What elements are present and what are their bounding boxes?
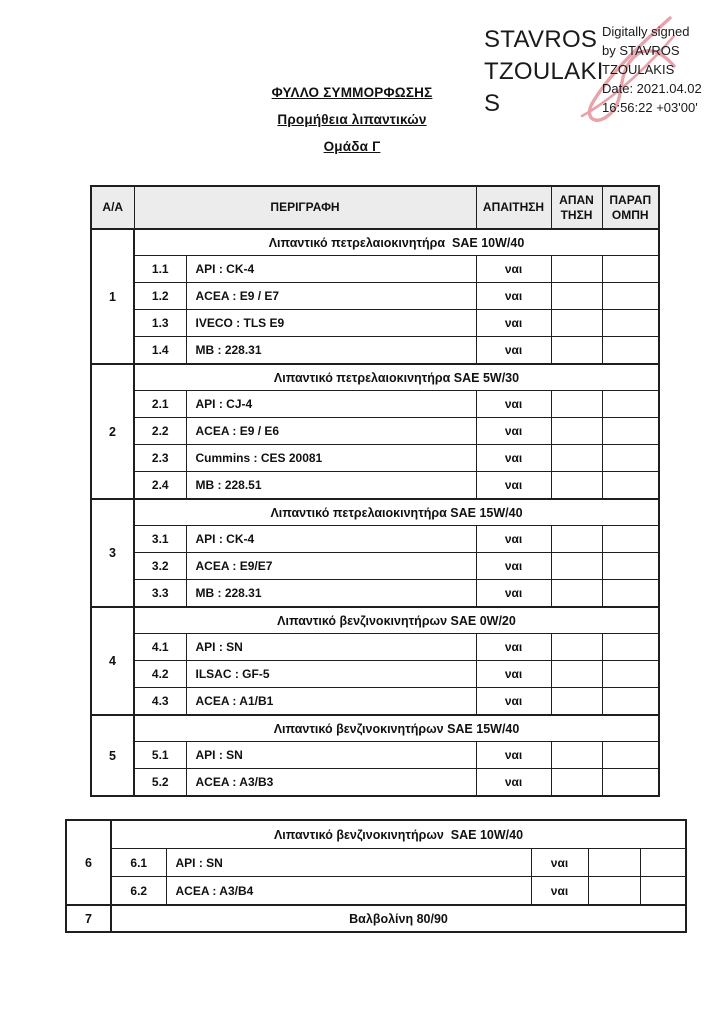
table-row: [91, 742, 659, 769]
table-row: [91, 391, 659, 418]
item-number-cell: 3.2: [134, 553, 186, 580]
item-number-cell: 5.2: [134, 769, 186, 797]
table-row: [91, 472, 659, 500]
reference-cell: [602, 634, 659, 661]
item-number-cell: 2.1: [134, 391, 186, 418]
answer-cell: [551, 283, 602, 310]
group-heading-row: [91, 607, 659, 634]
table-row: [91, 553, 659, 580]
signer-name-line: STAVROS: [484, 26, 598, 53]
table-header-row: [91, 186, 659, 229]
item-number-cell: 4.1: [134, 634, 186, 661]
compliance-table: [90, 185, 660, 797]
requirement-cell: ναι: [476, 418, 551, 445]
item-description-cell: API : CJ-4: [186, 391, 476, 418]
item-description-cell: API : SN: [186, 742, 476, 769]
item-number-cell: 1.2: [134, 283, 186, 310]
requirement-cell: ναι: [476, 769, 551, 797]
header-description: ΠΕΡΙΓΡΑΦΗ: [134, 186, 476, 229]
table-row: [91, 256, 659, 283]
item-number-cell: 4.3: [134, 688, 186, 716]
requirement-cell: ναι: [476, 661, 551, 688]
answer-cell: [551, 661, 602, 688]
group-title-cell: Λιπαντικό πετρελαιοκινητήρα SAE 15W/40: [134, 499, 659, 526]
requirement-cell: ναι: [476, 310, 551, 337]
answer-cell: [551, 769, 602, 797]
item-number-cell: 6.2: [111, 877, 166, 906]
reference-cell: [640, 849, 686, 877]
item-description-cell: ACEA : A3/B3: [186, 769, 476, 797]
reference-cell: [602, 553, 659, 580]
answer-cell: [551, 445, 602, 472]
table-row: [91, 688, 659, 716]
item-description-cell: API : CK-4: [186, 256, 476, 283]
group-heading-row: [66, 820, 686, 849]
item-description-cell: API : CK-4: [186, 526, 476, 553]
answer-cell: [551, 256, 602, 283]
item-description-cell: ACEA : A3/B4: [166, 877, 531, 906]
signer-name-line: S: [484, 90, 501, 117]
item-description-cell: MB : 228.31: [186, 580, 476, 608]
reference-cell: [602, 526, 659, 553]
group-heading-row: [91, 229, 659, 256]
requirement-cell: ναι: [531, 849, 588, 877]
reference-cell: [602, 688, 659, 716]
group-title-cell: Βαλβολίνη 80/90: [111, 905, 686, 932]
answer-cell: [588, 877, 640, 906]
reference-cell: [602, 391, 659, 418]
requirement-cell: ναι: [476, 283, 551, 310]
answer-cell: [551, 418, 602, 445]
group-title-cell: Λιπαντικό πετρελαιοκινητήρα SAE 10W/40: [134, 229, 659, 256]
group-heading-row: [91, 715, 659, 742]
answer-cell: [551, 337, 602, 365]
group-title-cell: Λιπαντικό βενζινοκινητήρων SAE 10W/40: [111, 820, 686, 849]
signature-details: [602, 22, 722, 117]
item-number-cell: 1.1: [134, 256, 186, 283]
reference-cell: [602, 742, 659, 769]
table-row: [91, 337, 659, 365]
requirement-cell: ναι: [476, 580, 551, 608]
group-number-cell: 1: [91, 229, 134, 364]
requirement-cell: ναι: [476, 391, 551, 418]
item-description-cell: Cummins : CES 20081: [186, 445, 476, 472]
answer-cell: [551, 526, 602, 553]
header-answer: ΑΠΑΝ ΤΗΣΗ: [551, 186, 602, 229]
item-number-cell: 2.2: [134, 418, 186, 445]
group-title-cell: Λιπαντικό πετρελαιοκινητήρα SAE 5W/30: [134, 364, 659, 391]
item-description-cell: ILSAC : GF-5: [186, 661, 476, 688]
requirement-cell: ναι: [476, 337, 551, 365]
item-description-cell: IVECO : TLS E9: [186, 310, 476, 337]
item-number-cell: 1.4: [134, 337, 186, 365]
answer-cell: [551, 634, 602, 661]
table-row: [66, 849, 686, 877]
table-row: [66, 905, 686, 932]
compliance-table-continued: [65, 819, 687, 933]
group-number-cell: 3: [91, 499, 134, 607]
header-requirement: ΑΠΑΙΤΗΣΗ: [476, 186, 551, 229]
signature-details-line: by STAVROS: [602, 43, 680, 58]
answer-cell: [551, 580, 602, 608]
table-row: [91, 634, 659, 661]
reference-cell: [602, 472, 659, 500]
item-number-cell: 1.3: [134, 310, 186, 337]
reference-cell: [602, 310, 659, 337]
reference-cell: [602, 256, 659, 283]
reference-cell: [602, 283, 659, 310]
item-description-cell: MB : 228.31: [186, 337, 476, 365]
answer-cell: [551, 742, 602, 769]
requirement-cell: ναι: [476, 553, 551, 580]
reference-cell: [602, 418, 659, 445]
answer-cell: [551, 310, 602, 337]
item-description-cell: MB : 228.51: [186, 472, 476, 500]
requirement-cell: ναι: [476, 472, 551, 500]
reference-cell: [640, 877, 686, 906]
table-row: [91, 661, 659, 688]
group-heading-row: [91, 499, 659, 526]
requirement-cell: ναι: [476, 634, 551, 661]
group-number-cell: 7: [66, 905, 111, 932]
reference-cell: [602, 580, 659, 608]
item-number-cell: 3.3: [134, 580, 186, 608]
item-description-cell: ACEA : E9 / E7: [186, 283, 476, 310]
item-description-cell: ACEA : E9 / E6: [186, 418, 476, 445]
item-description-cell: API : SN: [166, 849, 531, 877]
reference-cell: [602, 769, 659, 797]
table-row: [66, 877, 686, 906]
document-subtitle: Προμήθεια λιπαντικών: [277, 112, 427, 127]
requirement-cell: ναι: [476, 256, 551, 283]
item-number-cell: 2.4: [134, 472, 186, 500]
table-row: [91, 283, 659, 310]
header-aa: Α/Α: [91, 186, 134, 229]
reference-cell: [602, 661, 659, 688]
answer-cell: [551, 391, 602, 418]
group-number-cell: 5: [91, 715, 134, 796]
item-description-cell: API : SN: [186, 634, 476, 661]
item-description-cell: ACEA : A1/B1: [186, 688, 476, 716]
signer-name-line: TZOULAKI: [484, 58, 604, 85]
answer-cell: [588, 849, 640, 877]
item-number-cell: 3.1: [134, 526, 186, 553]
item-description-cell: ACEA : E9/E7: [186, 553, 476, 580]
table-row: [91, 445, 659, 472]
group-number-cell: 4: [91, 607, 134, 715]
reference-cell: [602, 337, 659, 365]
table-row: [91, 418, 659, 445]
table-row: [91, 310, 659, 337]
requirement-cell: ναι: [476, 526, 551, 553]
group-number-cell: 6: [66, 820, 111, 905]
answer-cell: [551, 553, 602, 580]
table-row: [91, 526, 659, 553]
signature-details-line: TZOULAKIS: [602, 62, 675, 77]
item-number-cell: 2.3: [134, 445, 186, 472]
signature-details-line: 16:56:22 +03'00': [602, 100, 698, 115]
requirement-cell: ναι: [531, 877, 588, 906]
item-number-cell: 5.1: [134, 742, 186, 769]
document-title: ΦΥΛΛΟ ΣΥΜΜΟΡΦΩΣΗΣ: [271, 85, 433, 100]
group-title-cell: Λιπαντικό βενζινοκινητήρων SAE 15W/40: [134, 715, 659, 742]
document-group-title: Ομάδα Γ: [323, 139, 381, 154]
signature-details-line: Date: 2021.04.02: [602, 81, 702, 96]
item-number-cell: 6.1: [111, 849, 166, 877]
answer-cell: [551, 472, 602, 500]
signature-details-line: Digitally signed: [602, 24, 690, 39]
reference-cell: [602, 445, 659, 472]
requirement-cell: ναι: [476, 742, 551, 769]
item-number-cell: 4.2: [134, 661, 186, 688]
table-row: [91, 580, 659, 608]
table-row: [91, 769, 659, 797]
requirement-cell: ναι: [476, 688, 551, 716]
header-reference: ΠΑΡΑΠ ΟΜΠΗ: [602, 186, 659, 229]
group-number-cell: 2: [91, 364, 134, 499]
group-heading-row: [91, 364, 659, 391]
group-title-cell: Λιπαντικό βενζινοκινητήρων SAE 0W/20: [134, 607, 659, 634]
requirement-cell: ναι: [476, 445, 551, 472]
answer-cell: [551, 688, 602, 716]
